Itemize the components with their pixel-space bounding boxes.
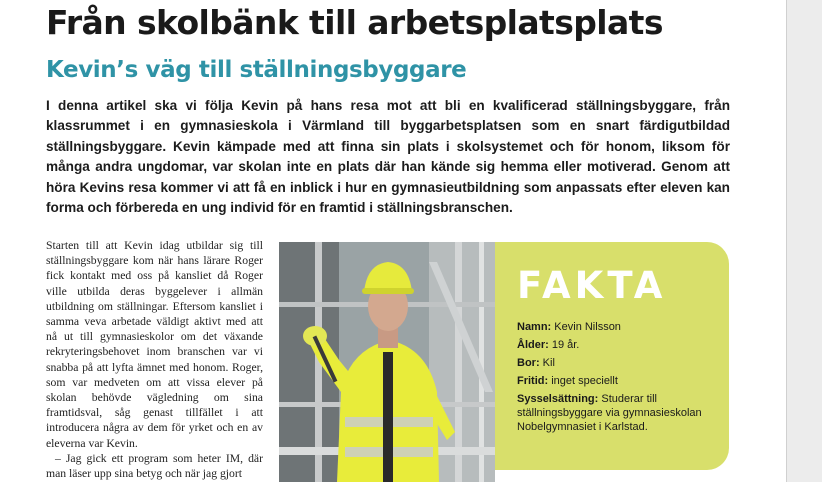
fakta-value: Kevin Nilsson xyxy=(551,321,621,333)
fakta-value: 19 år. xyxy=(548,339,580,351)
fakta-heading: FAKTA xyxy=(517,264,667,307)
body-paragraph: – Jag gick ett program som heter IM, där man läser upp sina betyg och när jag gjort xyxy=(46,451,263,481)
body-paragraph: Starten till att Kevin idag utbildar sig till ställningsbyggare kom när hans lärare Roger fick kontakt med oss på kansliet då Roger ville utbilda deras byggelever i allmän utbildning om ställningar. Eftersom kansliet i samma veva arbetade väldigt aktivt med att nå ut till gymnasieskolor om det växande rekryteringsbehovet inom branschen var vi snabba på att lyfta ämnet med honom. Roger, som var medveten om att vissa elever på skolan behövde vägledning om sina framtidsval, såg genast tillfället i att introducera några av dem för yrket och en av eleverna var Kevin. xyxy=(46,239,263,450)
fakta-value: inget speciellt xyxy=(548,375,618,387)
fakta-key: Namn: xyxy=(517,321,552,333)
fakta-value: Studerar till ställningsbyggare via gymnasieskolan Nobelgymnasiet i Karlstad. xyxy=(517,393,702,433)
article-ingress: I denna artikel ska vi följa Kevin på hans resa mot att bli en kvalificerad ställningsbyggare, från klassrummet i en gymnasieskola i Värmland till byggarbetsplatsen som en snart färdigutbildad ställningsbyggare. Kevin kämpade med att finna sin plats i skolsystemet och för honom, liksom för många andra ungdomar, var skolan inte en plats där han kände sig hemma eller motiverad. Genom att höra Kevins resa kommer vi att få en inblick i hur en gymnasieutbildning som anpassats efter eleven kan forma och förbereda en ung individ för en framtid i ställningsbranschen. xyxy=(46,98,730,216)
fakta-key: Sysselsättning: xyxy=(517,393,599,405)
kevin-photo xyxy=(279,242,495,482)
fakta-list xyxy=(517,320,717,438)
fakta-value: Kil xyxy=(539,357,555,369)
fakta-item xyxy=(517,374,717,388)
fakta-item xyxy=(517,392,717,434)
fakta-item xyxy=(517,356,717,370)
fakta-box xyxy=(495,242,729,470)
fakta-key: Bor: xyxy=(517,357,540,369)
body-column xyxy=(46,238,263,481)
fakta-item xyxy=(517,338,717,352)
fakta-key: Fritid: xyxy=(517,375,549,387)
fakta-item xyxy=(517,320,717,334)
fakta-key: Ålder: xyxy=(517,339,549,351)
article-title: Från skolbänk till arbetsplatsplats xyxy=(46,3,663,42)
article-subtitle: Kevin’s väg till ställningsbyggare xyxy=(46,57,467,83)
viewer-scrollbar[interactable] xyxy=(786,0,822,482)
